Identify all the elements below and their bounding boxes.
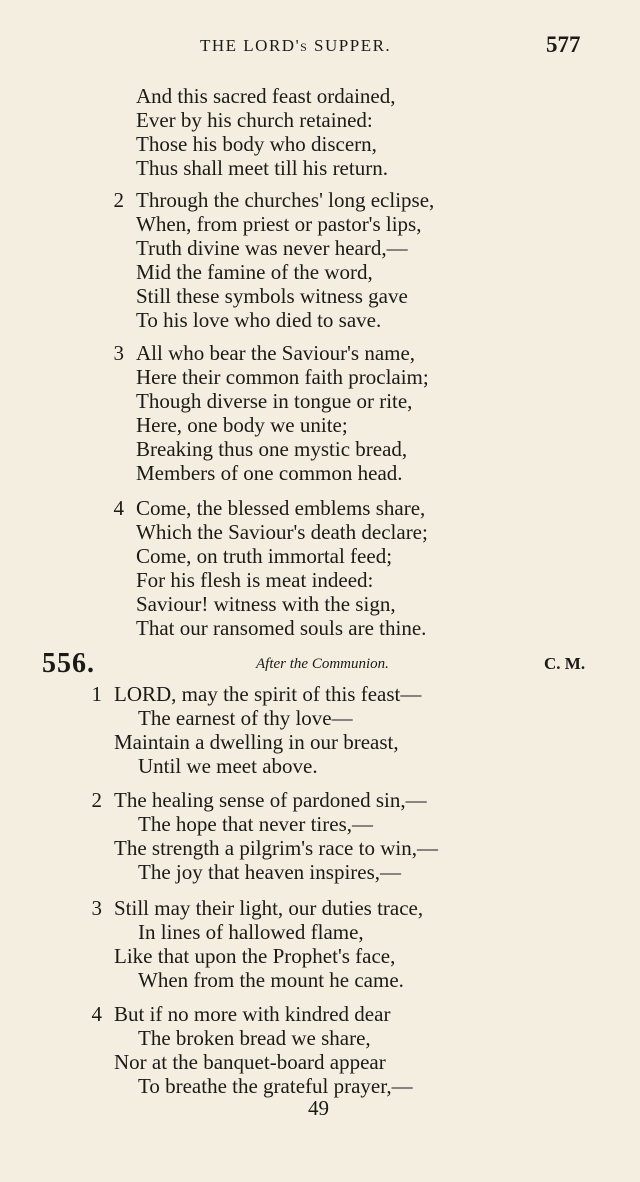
verse-line: Thus shall meet till his return.	[136, 156, 388, 180]
verse-line: Truth divine was never heard,—	[136, 236, 408, 260]
printer-signature: 49	[308, 1096, 329, 1120]
stanza-555-1	[0, 84, 640, 180]
verse-line: Breaking thus one mystic bread,	[136, 437, 408, 461]
hymn-meter: C. M.	[544, 654, 586, 673]
verse-line: Come, on truth immortal feed;	[136, 544, 393, 568]
verse-line: Until we meet above.	[138, 754, 318, 778]
verse-line: The hope that never tires,—	[138, 812, 373, 836]
stanza-555-4	[0, 496, 640, 640]
verse-line: The healing sense of pardoned sin,—	[114, 788, 427, 812]
verse-line: Which the Saviour's death declare;	[136, 520, 428, 544]
verse-line: Saviour! witness with the sign,	[136, 592, 396, 616]
stanza-556-3	[0, 896, 640, 992]
stanza-555-3	[0, 341, 640, 485]
stanza-number: 1	[91, 682, 102, 706]
verse-line: Though diverse in tongue or rite,	[136, 389, 413, 413]
stanza-555-2	[0, 188, 640, 332]
verse-line: Ever by his church retained:	[136, 108, 373, 132]
verse-line: The strength a pilgrim's race to win,—	[114, 836, 438, 860]
verse-line: LORD, may the spirit of this feast—	[114, 682, 422, 706]
verse-line: And this sacred feast ordained,	[136, 84, 396, 108]
verse-line: When, from priest or pastor's lips,	[136, 212, 422, 236]
stanza-556-4	[0, 1002, 640, 1098]
stanza-number: 4	[91, 1002, 102, 1026]
verse-line: Here, one body we unite;	[136, 413, 348, 437]
verse-line: Through the churches' long eclipse,	[136, 188, 435, 212]
hymn-number: 556.	[42, 648, 95, 679]
stanza-number: 2	[113, 188, 124, 212]
verse-line: Maintain a dwelling in our breast,	[114, 730, 399, 754]
stanza-number: 4	[113, 496, 124, 520]
stanza-556-1	[0, 682, 640, 778]
verse-line: Those his body who discern,	[136, 132, 377, 156]
verse-line: To his love who died to save.	[136, 308, 382, 332]
verse-line: Members of one common head.	[136, 461, 403, 485]
verse-line: The joy that heaven inspires,—	[138, 860, 402, 884]
verse-line: The earnest of thy love—	[138, 706, 353, 730]
verse-line: Still these symbols witness gave	[136, 284, 408, 308]
verse-line: Here their common faith proclaim;	[136, 365, 429, 389]
verse-line: For his flesh is meat indeed:	[136, 568, 374, 592]
verse-line: To breathe the grateful prayer,—	[138, 1074, 413, 1098]
verse-line: Like that upon the Prophet's face,	[114, 944, 396, 968]
verse-line: Mid the famine of the word,	[136, 260, 373, 284]
stanza-number: 2	[91, 788, 102, 812]
verse-line: That our ransomed souls are thine.	[136, 616, 427, 640]
stanza-number: 3	[113, 341, 124, 365]
running-header: THE LORD's SUPPER.	[200, 36, 392, 55]
page-number: 577	[546, 32, 581, 57]
verse-line: The broken bread we share,	[138, 1026, 371, 1050]
verse-line: When from the mount he came.	[138, 968, 404, 992]
verse-line: In lines of hallowed flame,	[138, 920, 364, 944]
verse-line: All who bear the Saviour's name,	[136, 341, 416, 365]
stanza-number: 3	[91, 896, 102, 920]
stanza-556-2	[0, 788, 640, 884]
hymn-title: After the Communion.	[256, 656, 389, 672]
verse-line: Come, the blessed emblems share,	[136, 496, 426, 520]
verse-line: Nor at the banquet-board appear	[114, 1050, 386, 1074]
verse-line: Still may their light, our duties trace,	[114, 896, 424, 920]
verse-line: But if no more with kindred dear	[114, 1002, 391, 1026]
